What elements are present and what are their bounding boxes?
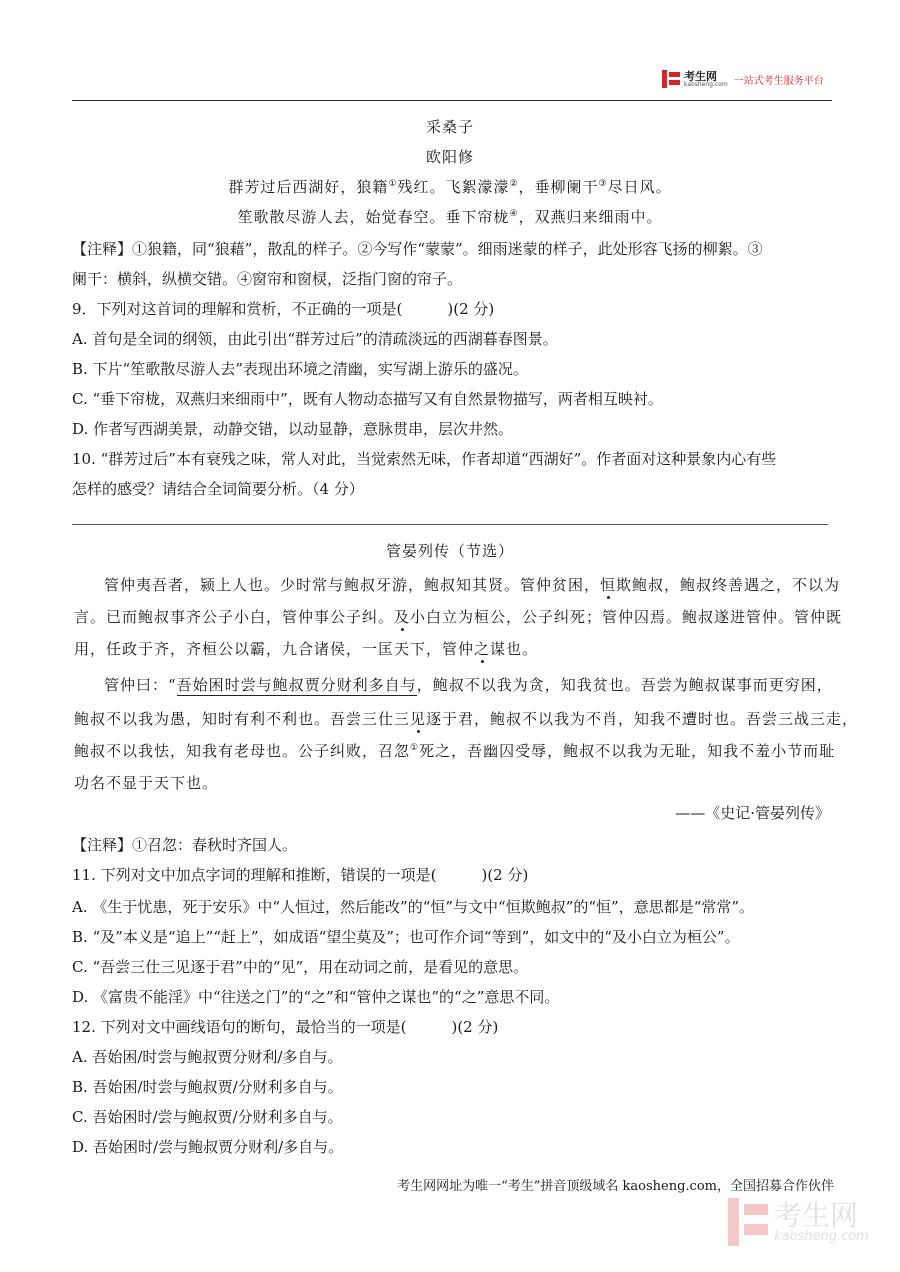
- question-9-option-c: C. “垂下帘栊，双燕归来细雨中”，既有人物动态描写又有自然景物描写，两者相互映衬。: [72, 390, 663, 408]
- poem-author: 欧阳修: [425, 148, 474, 166]
- passage-p1-line-3: 用，任政于齐，齐桓公以霸，九合诸侯，一匡天下，管仲之谋也。: [74, 640, 539, 658]
- dotted-char-ji: 及: [394, 608, 411, 626]
- logo-name: 考生网: [684, 69, 717, 83]
- question-12-option-a: A. 吾始困/时尝与鲍叔贾分财利/多自与。: [72, 1048, 343, 1066]
- passage-p1-line-1: 管仲夷吾者，颍上人也。少时常与鲍叔牙游，鲍叔知其贤。管仲贫困，恒欺鲍叔，鲍叔终善遇之，不以为: [104, 576, 841, 594]
- question-12-option-d: D. 吾始困时/尝与鲍叔贾分财利/多自与。: [72, 1138, 344, 1156]
- question-12-option-c: C. 吾始困时/尝与鲍叔贾/分财利多自与。: [72, 1108, 343, 1126]
- logo-mark-icon: [662, 70, 680, 88]
- logo-slogan: 一站式考生服务平台: [733, 75, 824, 87]
- question-9-stem: 9．下列对这首词的理解和赏析，不正确的一项是( )(2 分): [72, 300, 495, 318]
- passage-p2-line-4: 功名不显于天下也。: [74, 774, 219, 792]
- question-10-line-1: 10. “群芳过后”本有衰残之味，常人对此，当觉索然无味，作者却道“西湖好”。作者面对这种景象内心有些: [72, 450, 777, 468]
- question-11-stem: 11. 下列对文中加点字词的理解和推断，错误的一项是( )(2 分): [72, 866, 529, 884]
- underlined-sentence: 吾始困时尝与鲍叔贾分财利多自与: [176, 676, 417, 694]
- section-divider: [72, 524, 828, 525]
- watermark-domain: kaosheng.com: [774, 1228, 869, 1244]
- poem-line-1: 群芳过后西湖好，狼籍①残红。飞絮濛濛②，垂柳阑干③尽日风。: [228, 178, 672, 196]
- watermark-logo: [728, 1198, 869, 1246]
- passage-title: 管晏列传（节选）: [385, 542, 514, 560]
- question-9-option-b: B. 下片“笙歌散尽游人去”表现出环境之清幽，实写湖上游乐的盛况。: [72, 360, 528, 378]
- question-12-stem: 12. 下列对文中画线语句的断句，最恰当的一项是( )(2 分): [72, 1018, 499, 1036]
- passage-p2-line-1: 管仲曰：“吾始困时尝与鲍叔贾分财利多自与，鲍叔不以我为贪，知我贫也。吾尝为鲍叔谋事而更穷困，: [104, 676, 833, 694]
- watermark-name: 考生网: [774, 1198, 859, 1232]
- footer-text: 考生网网址为唯一“考生”拼音顶级域名 kaosheng.com，全国招募合作伙伴: [397, 1179, 834, 1194]
- question-11-option-d: D. 《富贵不能淫》中“往送之门”的“之”和“管仲之谋也”的“之”意思不同。: [72, 988, 560, 1006]
- poem-line-2: 笙歌散尽游人去，始觉春空。垂下帘栊④，双燕归来细雨中。: [237, 208, 663, 226]
- logo-domain: kaosheng.com: [684, 80, 728, 88]
- dotted-char-heng: 恒: [600, 576, 617, 594]
- site-logo: [662, 70, 824, 88]
- dotted-char-zhi: 之: [474, 640, 491, 658]
- question-11-option-b: B. “及”本义是“追上”“赶上”，如成语“望尘莫及”；也可作介词“等到”，如文中的“及小白立为桓公”。: [72, 928, 740, 946]
- question-9-option-a: A. 首句是全词的纲领，由此引出“群芳过后”的清疏淡远的西湖暮春图景。: [72, 330, 558, 348]
- watermark-mark-icon: [728, 1198, 768, 1246]
- passage-p2-line-3: 鲍叔不以我怯，知我有老母也。公子纠败，召忽①死之，吾幽囚受辱，鲍叔不以我为无耻，知我不羞小节而耻: [74, 742, 836, 760]
- passage-source: ——《史记·管晏列传》: [675, 804, 830, 822]
- question-11-option-a: A. 《生于忧患，死于安乐》中“人恒过，然后能改”的“恒”与文中“恒欺鲍叔”的“恒”，意思都是“常常”。: [72, 898, 755, 916]
- header-divider: [72, 100, 832, 101]
- question-11-option-c: C. “吾尝三仕三见逐于君”中的“见”，用在动词之前，是看见的意思。: [72, 958, 529, 976]
- passage-p1-line-2: 言。已而鲍叔事齐公子小白，管仲事公子纠。及小白立为桓公，公子纠死；管仲囚焉。鲍叔遂进管仲。管仲既: [74, 608, 843, 626]
- passage-note: 【注释】①召忽：春秋时齐国人。: [72, 836, 298, 854]
- dotted-char-jian: 见: [410, 710, 427, 728]
- poem-note-line-2: 阑干：横斜，纵横交错。④窗帘和窗棂，泛指门窗的帘子。: [72, 270, 463, 288]
- poem-title: 采桑子: [425, 118, 474, 136]
- poem-note-line-1: 【注释】①狼籍，同“狼藉”，散乱的样子。②今写作“蒙蒙”。细雨迷蒙的样子，此处形容飞扬的柳絮。③: [72, 240, 763, 258]
- question-9-option-d: D. 作者写西湖美景，动静交错，以动显静，意脉贯串，层次井然。: [72, 420, 514, 438]
- question-10-line-2: 怎样的感受？请结合全词简要分析。（4 分）: [72, 480, 364, 498]
- question-12-option-b: B. 吾始困/时尝与鲍叔贾/分财利多自与。: [72, 1078, 343, 1096]
- passage-p2-line-2: 鲍叔不以我为愚，知时有利不利也。吾尝三仕三见逐于君，鲍叔不以我为不肖，知我不遭时也。吾尝三战三走，: [74, 710, 859, 728]
